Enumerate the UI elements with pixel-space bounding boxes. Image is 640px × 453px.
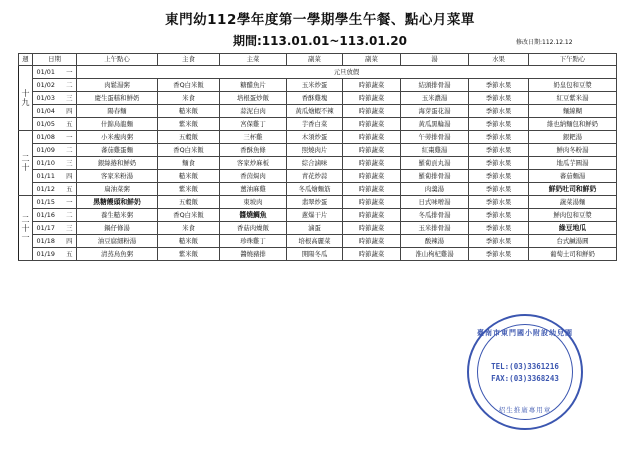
main-dish-cell: 蒜泥白肉 [220, 105, 287, 118]
am-snack-cell: 養生糙米粥 [77, 209, 158, 222]
side-dish-1-cell: 芋香白菜 [287, 118, 343, 131]
am-snack-cell: 鍋仔條湯 [77, 222, 158, 235]
date-cell [33, 118, 77, 131]
table-row [19, 144, 617, 157]
date-cell [33, 92, 77, 105]
date-cell [33, 157, 77, 170]
stamp-tel: TEL:(03)3361216 [491, 362, 559, 371]
soup-cell: 海芽蛋花湯 [401, 105, 469, 118]
menu-period: 期間:113.01.01~113.01.20 [233, 34, 407, 48]
staple-cell: 紫米飯 [158, 248, 220, 261]
stamp-bottom-text: 招生推廣專用章 [498, 406, 552, 414]
date-cell [33, 235, 77, 248]
date-cell [33, 196, 77, 209]
fruit-cell: 季節水果 [469, 248, 529, 261]
main-dish-cell: 醬燒豬排 [220, 248, 287, 261]
side-dish-1-cell: 翡翠炒蛋 [287, 196, 343, 209]
date-value: 01/08 [36, 132, 55, 141]
staple-cell: 紫米飯 [158, 118, 220, 131]
soup-cell: 玉米排骨湯 [401, 222, 469, 235]
fruit-cell: 季節水果 [469, 92, 529, 105]
lunch-menu-table [18, 53, 617, 261]
weekday-value: 四 [66, 171, 73, 180]
holiday-cell: 元旦放假 [77, 66, 617, 79]
fruit-cell: 季節水果 [469, 170, 529, 183]
soup-cell: 日式味噌湯 [401, 196, 469, 209]
date-cell [33, 183, 77, 196]
main-dish-cell: 香茵焗肉 [220, 170, 287, 183]
col-main: 主菜 [220, 54, 287, 66]
staple-cell: 糙米飯 [158, 170, 220, 183]
main-dish-cell: 客家炒麻板 [220, 157, 287, 170]
side-dish-1-cell: 照燒肉片 [287, 144, 343, 157]
table-row [19, 92, 617, 105]
weekday-value: 二 [66, 80, 73, 89]
col-staple: 主食 [158, 54, 220, 66]
side-dish-2-cell: 時節蔬菜 [343, 131, 401, 144]
fruit-cell: 季節水果 [469, 196, 529, 209]
staple-cell: 米食 [158, 92, 220, 105]
side-dish-2-cell: 時節蔬菜 [343, 248, 401, 261]
pm-snack-cell: 維也納麵包和鮮奶 [529, 118, 617, 131]
staple-cell: 麵食 [158, 157, 220, 170]
date-cell [33, 105, 77, 118]
am-snack-cell: 小米瘦肉粥 [77, 131, 158, 144]
col-pm-snack: 下午點心 [529, 54, 617, 66]
menu-body [19, 66, 617, 261]
am-snack-cell: 扁油菜粥 [77, 183, 158, 196]
weekday-value: 三 [66, 158, 73, 167]
header-row [19, 54, 617, 66]
am-snack-cell: 黑糖饅頭和鮮奶 [77, 196, 158, 209]
side-dish-1-cell: 青花炒蒜 [287, 170, 343, 183]
col-week: 週 [19, 54, 33, 66]
fruit-cell: 季節水果 [469, 157, 529, 170]
table-row [19, 183, 617, 196]
side-dish-1-cell: 冬瓜燴麵筋 [287, 183, 343, 196]
pm-snack-cell: 綠豆地瓜 [529, 222, 617, 235]
school-stamp [467, 314, 583, 430]
side-dish-2-cell: 時節蔬菜 [343, 144, 401, 157]
side-dish-2-cell: 時節蔬菜 [343, 209, 401, 222]
staple-cell: 紫米飯 [158, 183, 220, 196]
date-value: 01/03 [36, 93, 55, 102]
soup-cell: 紅棗雞湯 [401, 144, 469, 157]
date-value: 01/05 [36, 119, 55, 128]
table-row [19, 66, 617, 79]
col-side1: 副菜 [287, 54, 343, 66]
table-row [19, 118, 617, 131]
side-dish-2-cell: 時節蔬菜 [343, 170, 401, 183]
side-dish-2-cell: 時節蔬菜 [343, 157, 401, 170]
table-row [19, 196, 617, 209]
fruit-cell: 季節水果 [469, 222, 529, 235]
stamp-fax: FAX:(03)3368243 [491, 374, 559, 383]
side-dish-1-cell: 香酥雞塊 [287, 92, 343, 105]
staple-cell: 糙米飯 [158, 105, 220, 118]
fruit-cell: 季節水果 [469, 131, 529, 144]
week-label: 十九 [19, 66, 33, 131]
date-cell [33, 209, 77, 222]
pm-snack-cell: 麵線糊 [529, 105, 617, 118]
pm-snack-cell: 鮮肉冬粉湯 [529, 144, 617, 157]
soup-cell: 黃瓜黑輪湯 [401, 118, 469, 131]
staple-cell: 米食 [158, 222, 220, 235]
menu-title: 東門幼112學年度第一學期學生午餐、點心月菜單 [165, 12, 475, 28]
date-value: 01/02 [36, 80, 55, 89]
side-dish-1-cell: 黃瓜燴蝦不辣 [287, 105, 343, 118]
date-cell [33, 170, 77, 183]
table-row [19, 235, 617, 248]
soup-cell: 酸辣湯 [401, 235, 469, 248]
side-dish-2-cell: 時節蔬菜 [343, 92, 401, 105]
staple-cell: 五穀飯 [158, 131, 220, 144]
weekday-value: 二 [66, 145, 73, 154]
date-value: 01/04 [36, 106, 55, 115]
soup-cell: 羅蔔排骨湯 [401, 170, 469, 183]
main-dish-cell: 東坡肉 [220, 196, 287, 209]
soup-cell: 羅蔔貢丸湯 [401, 157, 469, 170]
weekday-value: 五 [66, 119, 73, 128]
side-dish-1-cell: 玉米炒蛋 [287, 79, 343, 92]
pm-snack-cell: 蕃茄麵湯 [529, 170, 617, 183]
staple-cell: 糙米飯 [158, 235, 220, 248]
table-row [19, 105, 617, 118]
date-value: 01/18 [36, 236, 55, 245]
am-snack-cell: 慶生蛋糕和鮮奶 [77, 92, 158, 105]
side-dish-2-cell: 時節蔬菜 [343, 235, 401, 248]
main-dish-cell: 醬燒鯛魚 [220, 209, 287, 222]
staple-cell: 香Q白米飯 [158, 209, 220, 222]
col-side2: 副菜 [343, 54, 401, 66]
fruit-cell: 季節水果 [469, 118, 529, 131]
date-cell [33, 248, 77, 261]
date-value: 01/16 [36, 210, 55, 219]
weekday-value: 二 [66, 210, 73, 219]
date-value: 01/09 [36, 145, 55, 154]
weekday-value: 一 [66, 67, 73, 76]
side-dish-1-cell: 滷蛋 [287, 222, 343, 235]
main-dish-cell: 宮保雞丁 [220, 118, 287, 131]
date-value: 01/12 [36, 184, 55, 193]
soup-cell: 玉米濃湯 [401, 92, 469, 105]
col-soup: 湯 [401, 54, 469, 66]
date-value: 01/17 [36, 223, 55, 232]
weekday-value: 四 [66, 106, 73, 115]
side-dish-2-cell: 時節蔬菜 [343, 222, 401, 235]
side-dish-2-cell: 時節蔬菜 [343, 183, 401, 196]
stamp-school-name: 臺南市東門國小附設幼兒園 [477, 329, 573, 337]
date-value: 01/11 [36, 171, 55, 180]
staple-cell: 五穀飯 [158, 196, 220, 209]
am-snack-cell: 蕃茄雞蛋麵 [77, 144, 158, 157]
date-cell [33, 144, 77, 157]
staple-cell: 香Q白米飯 [158, 79, 220, 92]
am-snack-cell: 油豆腐細粉湯 [77, 235, 158, 248]
date-value: 01/01 [36, 67, 55, 76]
col-date: 日期 [33, 54, 77, 66]
date-cell [33, 131, 77, 144]
main-dish-cell: 珍珠雞丁 [220, 235, 287, 248]
weekday-value: 五 [66, 184, 73, 193]
soup-cell: 冬瓜排骨湯 [401, 209, 469, 222]
fruit-cell: 季節水果 [469, 235, 529, 248]
weekday-value: 三 [66, 223, 73, 232]
am-snack-cell: 清蒸鳥魚粥 [77, 248, 158, 261]
fruit-cell: 季節水果 [469, 105, 529, 118]
fruit-cell: 季節水果 [469, 79, 529, 92]
date-cell [33, 66, 77, 79]
table-row [19, 222, 617, 235]
pm-snack-cell: 奶皇包和豆漿 [529, 79, 617, 92]
pm-snack-cell: 鮮奶吐司和鮮奶 [529, 183, 617, 196]
side-dish-2-cell: 時節蔬菜 [343, 79, 401, 92]
date-cell [33, 79, 77, 92]
side-dish-2-cell: 時節蔬菜 [343, 196, 401, 209]
soup-cell: 午蒡排骨湯 [401, 131, 469, 144]
date-cell [33, 222, 77, 235]
fruit-cell: 季節水果 [469, 209, 529, 222]
date-value: 01/19 [36, 249, 55, 258]
side-dish-1-cell: 蔥爆干片 [287, 209, 343, 222]
soup-cell: 淮山枸杞雞湯 [401, 248, 469, 261]
am-snack-cell: 陽春麵 [77, 105, 158, 118]
soup-cell: 肉羹湯 [401, 183, 469, 196]
fruit-cell: 季節水果 [469, 144, 529, 157]
main-dish-cell: 薑油麻雞 [220, 183, 287, 196]
table-row [19, 157, 617, 170]
date-value: 01/15 [36, 197, 55, 206]
table-row [19, 131, 617, 144]
pm-snack-cell: 台式鹹湯圓 [529, 235, 617, 248]
side-dish-2-cell: 時節蔬菜 [343, 118, 401, 131]
date-value: 01/10 [36, 158, 55, 167]
printed-date: 修改日期:112.12.12 [516, 39, 573, 46]
main-dish-cell: 香菇肉燥飯 [220, 222, 287, 235]
side-dish-1-cell: 開陽冬瓜 [287, 248, 343, 261]
pm-snack-cell: 葡萄土司和鮮奶 [529, 248, 617, 261]
week-label: 二十 [19, 131, 33, 196]
main-dish-cell: 培根蛋炒飯 [220, 92, 287, 105]
weekday-value: 一 [66, 132, 73, 141]
table-row [19, 209, 617, 222]
am-snack-cell: 客家米粉湯 [77, 170, 158, 183]
staple-cell: 香Q白米飯 [158, 144, 220, 157]
weekday-value: 五 [66, 249, 73, 258]
side-dish-1-cell: 培根高麗菜 [287, 235, 343, 248]
table-row [19, 79, 617, 92]
fruit-cell: 季節水果 [469, 183, 529, 196]
pm-snack-cell: 鮮肉包和豆漿 [529, 209, 617, 222]
table-row [19, 248, 617, 261]
main-dish-cell: 糖醋魚片 [220, 79, 287, 92]
col-am-snack: 上午點心 [77, 54, 158, 66]
side-dish-2-cell: 時節蔬菜 [343, 105, 401, 118]
weekday-value: 四 [66, 236, 73, 245]
col-fruit: 水果 [469, 54, 529, 66]
table-row [19, 170, 617, 183]
main-dish-cell: 香酥魚條 [220, 144, 287, 157]
side-dish-1-cell: 綜合滷味 [287, 157, 343, 170]
side-dish-1-cell: 木須炒蛋 [287, 131, 343, 144]
pm-snack-cell: 紅豆紫米湯 [529, 92, 617, 105]
week-label: 二十一 [19, 196, 33, 261]
pm-snack-cell: 地瓜芋圓湯 [529, 157, 617, 170]
soup-cell: 結頭排骨湯 [401, 79, 469, 92]
main-dish-cell: 三杯雞 [220, 131, 287, 144]
am-snack-cell: 肉鬆湯粥 [77, 79, 158, 92]
am-snack-cell: 什錦烏龍麵 [77, 118, 158, 131]
pm-snack-cell: 蔬菜湯麵 [529, 196, 617, 209]
weekday-value: 三 [66, 93, 73, 102]
pm-snack-cell: 銀耙湯 [529, 131, 617, 144]
weekday-value: 一 [66, 197, 73, 206]
am-snack-cell: 銀絲捲和鮮奶 [77, 157, 158, 170]
